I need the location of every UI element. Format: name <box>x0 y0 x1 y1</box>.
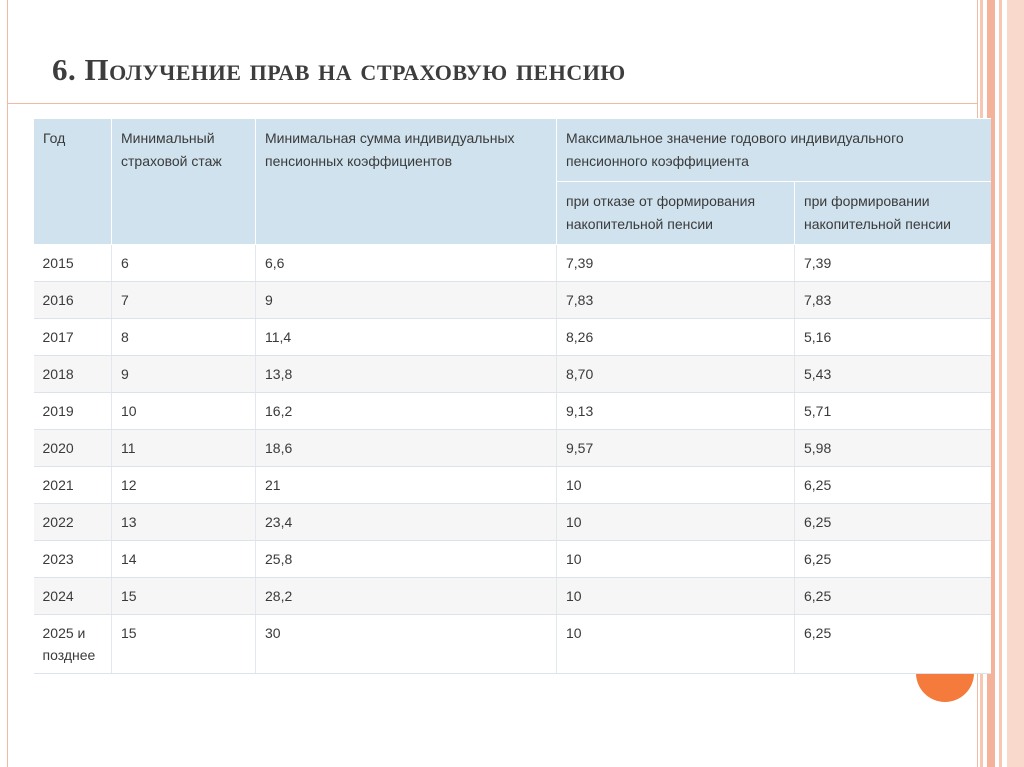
cell-refusal: 8,70 <box>557 356 795 393</box>
cell-refusal: 10 <box>557 615 795 674</box>
cell-refusal: 9,57 <box>557 430 795 467</box>
cell-forming: 6,25 <box>795 578 991 615</box>
table-row <box>34 504 991 541</box>
pension-table <box>33 118 991 674</box>
table-row <box>34 393 991 430</box>
header-min-experience: Минимальный страховой стаж <box>112 119 256 245</box>
cell-refusal: 9,13 <box>557 393 795 430</box>
cell-refusal: 8,26 <box>557 319 795 356</box>
cell-year: 2017 <box>34 319 112 356</box>
cell-refusal: 7,83 <box>557 282 795 319</box>
cell-forming: 6,25 <box>795 615 991 674</box>
table-row <box>34 467 991 504</box>
table-row <box>34 541 991 578</box>
cell-sum: 11,4 <box>256 319 557 356</box>
cell-experience: 6 <box>112 245 256 282</box>
cell-forming: 5,16 <box>795 319 991 356</box>
cell-forming: 7,39 <box>795 245 991 282</box>
cell-forming: 5,71 <box>795 393 991 430</box>
cell-sum: 23,4 <box>256 504 557 541</box>
table-row <box>34 430 991 467</box>
table-body <box>34 245 991 674</box>
cell-forming: 7,83 <box>795 282 991 319</box>
cell-year: 2022 <box>34 504 112 541</box>
cell-experience: 13 <box>112 504 256 541</box>
cell-experience: 15 <box>112 578 256 615</box>
cell-sum: 13,8 <box>256 356 557 393</box>
cell-year: 2020 <box>34 430 112 467</box>
cell-forming: 6,25 <box>795 504 991 541</box>
cell-experience: 8 <box>112 319 256 356</box>
cell-sum: 9 <box>256 282 557 319</box>
header-min-sum: Минимальная сумма индивидуальных пенсионных коэффициентов <box>256 119 557 245</box>
table-row <box>34 615 991 674</box>
cell-sum: 28,2 <box>256 578 557 615</box>
cell-experience: 9 <box>112 356 256 393</box>
cell-year: 2016 <box>34 282 112 319</box>
cell-sum: 21 <box>256 467 557 504</box>
table-row <box>34 282 991 319</box>
cell-sum: 30 <box>256 615 557 674</box>
table-row <box>34 356 991 393</box>
cell-refusal: 7,39 <box>557 245 795 282</box>
cell-year: 2018 <box>34 356 112 393</box>
slide-title: 6. Получение прав на страховую пенсию <box>52 52 626 87</box>
header-max-value: Максимальное значение годового индивидуального пенсионного коэффициента <box>557 119 991 182</box>
cell-experience: 11 <box>112 430 256 467</box>
cell-year: 2024 <box>34 578 112 615</box>
cell-sum: 6,6 <box>256 245 557 282</box>
cell-year: 2023 <box>34 541 112 578</box>
cell-experience: 14 <box>112 541 256 578</box>
cell-sum: 16,2 <box>256 393 557 430</box>
cell-refusal: 10 <box>557 467 795 504</box>
cell-forming: 6,25 <box>795 541 991 578</box>
cell-year: 2021 <box>34 467 112 504</box>
cell-sum: 25,8 <box>256 541 557 578</box>
table-row <box>34 319 991 356</box>
cell-year: 2015 <box>34 245 112 282</box>
cell-forming: 5,43 <box>795 356 991 393</box>
cell-forming: 6,25 <box>795 467 991 504</box>
cell-refusal: 10 <box>557 578 795 615</box>
header-refusal: при отказе от формирования накопительной пенсии <box>557 182 795 245</box>
header-forming: при формировании накопительной пенсии <box>795 182 991 245</box>
cell-forming: 5,98 <box>795 430 991 467</box>
cell-refusal: 10 <box>557 541 795 578</box>
cell-experience: 12 <box>112 467 256 504</box>
cell-experience: 10 <box>112 393 256 430</box>
header-year: Год <box>34 119 112 245</box>
cell-refusal: 10 <box>557 504 795 541</box>
table-row <box>34 245 991 282</box>
cell-experience: 7 <box>112 282 256 319</box>
cell-year: 2019 <box>34 393 112 430</box>
table-row <box>34 578 991 615</box>
cell-experience: 15 <box>112 615 256 674</box>
cell-sum: 18,6 <box>256 430 557 467</box>
cell-year: 2025 и позднее <box>34 615 112 674</box>
